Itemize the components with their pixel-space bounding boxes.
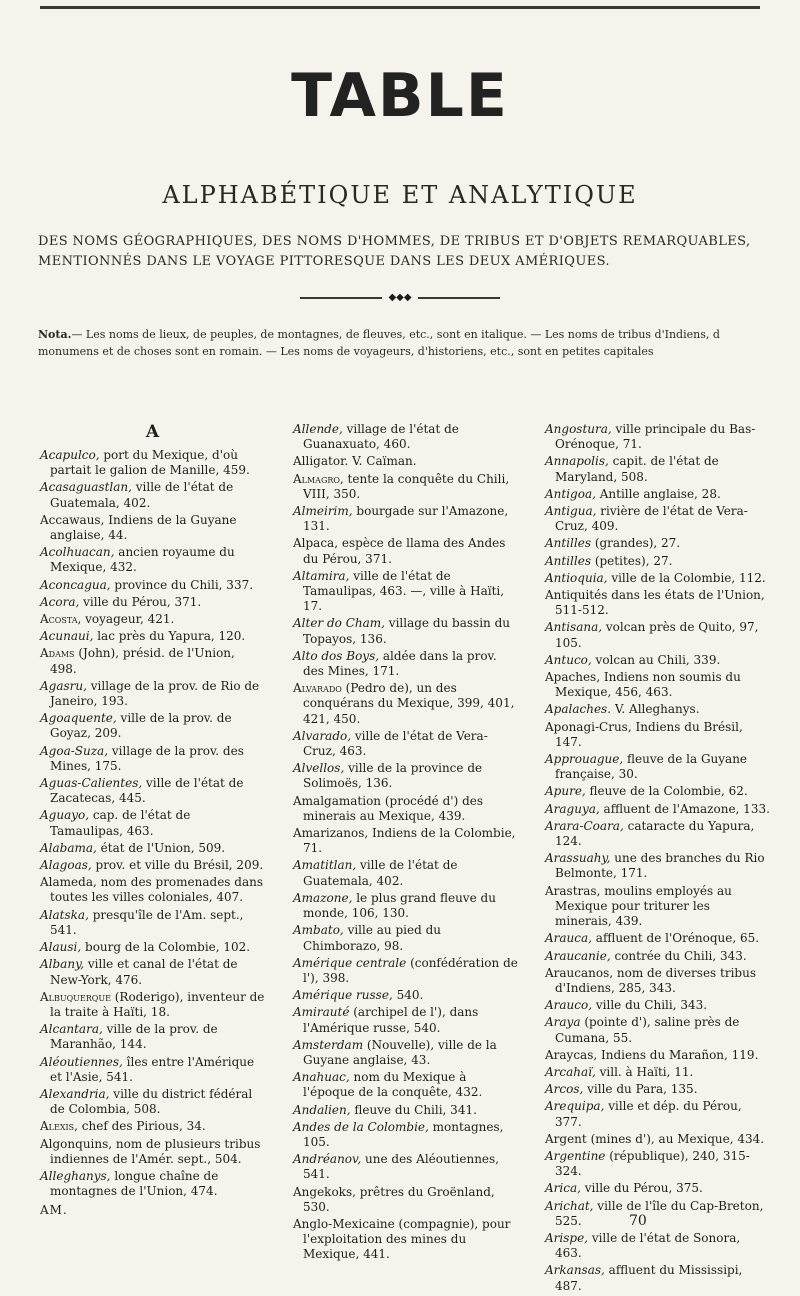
entry-headword: Alexandria, xyxy=(40,1086,110,1101)
entry-text: le plus grand fleuve du monde, 106, 130. xyxy=(303,890,496,921)
entry-text: ville de l'état de Guatemala, 402. xyxy=(50,480,234,510)
index-entry xyxy=(293,472,518,502)
nota-text: — Les noms de lieux, de peuples, de montagnes, de fleuves, etc., sont en italique. — Les noms de tribus d'Indiens, d monumens et de choses sont en romain. — Les noms de voyageurs, d'historiens, etc., sont en petites capitales xyxy=(38,328,720,358)
entry-text: ville de l'île du Cap-Breton, 525. xyxy=(555,1198,764,1228)
index-entry xyxy=(545,1263,770,1293)
entry-headword: Aponagi-Crus, xyxy=(545,719,632,734)
entry-headword: Araucanos, xyxy=(545,965,614,980)
index-entry xyxy=(545,884,770,930)
index-entry xyxy=(40,646,265,676)
ornament-bar-left xyxy=(300,297,382,299)
entry-headword: Acora, xyxy=(40,594,80,609)
index-entry xyxy=(545,653,770,668)
entry-headword: Almeirim, xyxy=(293,504,353,519)
entry-text: nom des promenades dans toutes les villes coloniales, 407. xyxy=(50,875,263,905)
entry-headword: Apalaches. xyxy=(545,702,612,717)
top-rule xyxy=(40,6,760,9)
index-entry xyxy=(545,1099,770,1129)
entry-headword: Ambato, xyxy=(293,923,344,938)
entry-headword: Alausi, xyxy=(40,940,82,955)
index-entry xyxy=(293,923,518,953)
index-entry xyxy=(545,454,770,484)
index-entry xyxy=(545,966,770,996)
entry-headword: Arequipa, xyxy=(545,1099,605,1114)
entry-headword: Arauca, xyxy=(545,931,592,946)
entry-text: ville de l'état de Vera-Cruz, 463. xyxy=(303,728,488,759)
entry-headword: Alcantara, xyxy=(40,1022,103,1037)
entry-text: ville du district fédéral de Colombia, 508. xyxy=(50,1086,253,1117)
entry-headword: Anahuac, xyxy=(293,1070,350,1085)
page-number: 70 xyxy=(629,1213,647,1229)
entry-headword: Acapulco, xyxy=(40,448,100,462)
index-entry xyxy=(545,931,770,946)
index-entry xyxy=(40,808,265,838)
entry-headword: Alameda, xyxy=(40,875,97,890)
entry-list xyxy=(40,448,265,1199)
entry-text: ville et canal de l'état de New-York, 476. xyxy=(50,957,238,987)
entry-text: contrée du Chili, 343. xyxy=(610,948,747,963)
index-entry xyxy=(40,908,265,938)
index-entry xyxy=(40,545,265,575)
entry-headword: Arica, xyxy=(545,1181,581,1196)
entry-headword: Allende, xyxy=(293,422,343,436)
entry-headword: Aléoutiennes, xyxy=(40,1054,123,1069)
index-entry xyxy=(293,826,518,856)
entry-headword: Alabama, xyxy=(40,840,97,855)
index-entry xyxy=(293,794,518,824)
entry-text: fleuve de la Colombie, 62. xyxy=(585,784,748,799)
entry-text: ville de l'état de Guatemala, 402. xyxy=(303,858,458,888)
entry-text: ville du Pérou, 375. xyxy=(580,1181,703,1196)
entry-text: ville au pied du Chimborazo, 98. xyxy=(303,923,441,953)
entry-text: ancien royaume du Mexique, 432. xyxy=(50,545,235,575)
entry-headword: Amérique centrale xyxy=(293,955,407,970)
entry-text: aldée dans la prov. des Mines, 171. xyxy=(303,648,497,679)
entry-headword: Amsterdam xyxy=(293,1037,364,1052)
index-entry xyxy=(40,679,265,709)
entry-text: prêtres du Groënland, 530. xyxy=(303,1184,495,1214)
index-entry xyxy=(40,612,265,627)
entry-text: îles entre l'Amérique et l'Asie, 541. xyxy=(50,1054,255,1084)
entry-headword: Andalien, xyxy=(293,1102,351,1117)
entry-text: V. Alleghanys. xyxy=(611,702,700,717)
index-entry xyxy=(293,891,518,921)
entry-headword: Amalgamation xyxy=(293,793,382,808)
entry-headword: Albuquerque xyxy=(40,989,111,1004)
entry-headword: Amirauté xyxy=(293,1005,350,1020)
index-entry xyxy=(40,1119,265,1134)
entry-headword: Argent xyxy=(545,1131,587,1146)
entry-headword: Arcos, xyxy=(545,1082,584,1097)
entry-text: ville du Para, 135. xyxy=(583,1082,698,1097)
entry-text: affluent de l'Amazone, 133. xyxy=(599,801,770,816)
entry-list xyxy=(545,422,770,1294)
entry-headword: Andréanov, xyxy=(293,1152,362,1167)
entry-text: état de l'Union, 509. xyxy=(96,840,226,855)
entry-headword: Antuco, xyxy=(545,652,592,667)
index-entry xyxy=(545,702,770,717)
entry-text: village de la prov. des Mines, 175. xyxy=(50,743,244,773)
entry-text: village de la prov. de Rio de Janeiro, 193. xyxy=(50,678,260,709)
entry-text: ville du Chili, 343. xyxy=(592,998,708,1013)
entry-headword: Anglo-Mexicaine xyxy=(293,1216,395,1231)
index-entry xyxy=(293,649,518,679)
entry-headword: Arichat, xyxy=(545,1198,594,1213)
index-entry xyxy=(293,1185,518,1215)
index-entry xyxy=(40,448,265,478)
index-entry xyxy=(545,784,770,799)
index-entry xyxy=(545,571,770,586)
entry-headword: Antigoa, xyxy=(545,486,596,501)
entry-text: port du Mexique, d'où partait le galion de Manille, 459. xyxy=(50,448,250,478)
entry-headword: Alvarado xyxy=(293,681,342,696)
index-entry xyxy=(40,513,265,543)
entry-headword: Alligator. xyxy=(293,454,349,469)
index-entry xyxy=(40,1055,265,1085)
entry-headword: Aguas-Calientes, xyxy=(40,776,143,791)
entry-headword: Arara-Coara, xyxy=(545,818,624,833)
index-entry xyxy=(293,1038,518,1068)
index-entry xyxy=(40,776,265,806)
entry-headword: Araycas, xyxy=(545,1047,598,1062)
index-entry xyxy=(293,616,518,646)
section-letter: A xyxy=(145,422,160,442)
index-entry xyxy=(545,536,770,551)
index-entry xyxy=(545,819,770,849)
entry-text: ville et dép. du Pérou, 377. xyxy=(555,1099,742,1129)
page-title: TABLE xyxy=(291,61,509,131)
index-entry xyxy=(293,504,518,534)
index-entry xyxy=(293,1217,518,1263)
ornament-center: ◆◆◆ xyxy=(388,292,412,303)
nota-label: Nota. xyxy=(38,328,72,341)
index-entry xyxy=(293,956,518,986)
entry-text: une des branches du Rio Belmonte, 171. xyxy=(555,851,765,881)
index-entry xyxy=(293,729,518,759)
entry-text: ville de la prov. de Goyaz, 209. xyxy=(50,711,232,741)
index-entry xyxy=(545,554,770,569)
entry-text: (Roderigo), inventeur de la traite à Haïti, 18. xyxy=(50,989,265,1019)
index-entry xyxy=(293,536,518,566)
entry-text: dans les états de l'Union, 511-512. xyxy=(555,588,765,618)
index-entry xyxy=(293,422,518,452)
index-entry xyxy=(293,1070,518,1100)
entry-text: ville de la province de Solimoës, 136. xyxy=(303,761,483,791)
entry-text: fleuve du Chili, 341. xyxy=(350,1102,477,1117)
entry-headword: Argentine xyxy=(545,1148,606,1163)
entry-headword: Agoaquente, xyxy=(40,711,117,726)
entry-headword: Andes de la Colombie, xyxy=(293,1119,429,1134)
entry-headword: Arauco, xyxy=(545,998,593,1013)
entry-text: fleuve de la Guyane française, 30. xyxy=(555,752,748,782)
entry-text: moulins employés au Mexique pour triturer les minerais, 439. xyxy=(555,883,732,929)
entry-text: nom de plusieurs tribus indiennes de l'Amér. sept., 504. xyxy=(50,1136,261,1166)
entry-headword: Alexis, xyxy=(40,1119,78,1134)
index-entry xyxy=(545,1015,770,1045)
entry-headword: Agasru, xyxy=(40,678,87,693)
entry-text: 540. xyxy=(392,988,424,1003)
entry-text: tente la conquête du Chili, VIII, 350. xyxy=(303,471,510,501)
entry-headword: Amarizanos, xyxy=(293,826,369,841)
index-entry xyxy=(293,1103,518,1118)
entry-text: ville de la Colombie, 112. xyxy=(607,570,766,585)
index-entry xyxy=(545,670,770,700)
index-entry xyxy=(545,752,770,782)
entry-headword: Arassuahy, xyxy=(545,851,611,866)
entry-headword: Antisana, xyxy=(545,620,603,635)
entry-text: (pointe d'), saline près de Cumana, 55. xyxy=(555,1015,740,1045)
entry-headword: Araguya, xyxy=(545,801,600,816)
entry-text: presqu'île de l'Am. sept., 541. xyxy=(50,907,244,937)
index-entry xyxy=(293,858,518,888)
index-column-1 xyxy=(40,422,265,1219)
entry-text: rivière de l'état de Vera-Cruz, 409. xyxy=(555,504,748,534)
entry-headword: Annapolis, xyxy=(545,454,609,469)
entry-text: Indiens du Marañon, 119. xyxy=(597,1047,759,1062)
entry-headword: Antioquia, xyxy=(545,570,608,585)
entry-text: ville du Pérou, 371. xyxy=(79,594,202,609)
entry-headword: Alvarado, xyxy=(293,728,352,743)
index-entry xyxy=(40,875,265,905)
index-entry xyxy=(40,1137,265,1167)
entry-headword: Altamira, xyxy=(293,568,350,583)
entry-text: volcan au Chili, 339. xyxy=(591,652,721,667)
entry-headword: Algonquins, xyxy=(40,1136,113,1151)
nota-note xyxy=(38,326,762,360)
entry-text: ville de l'état de Zacatecas, 445. xyxy=(50,776,244,806)
entry-headword: Antigua, xyxy=(545,504,597,519)
entry-headword: Araucanie, xyxy=(545,948,611,963)
entry-text: village de l'état de Guanaxuato, 460. xyxy=(303,422,459,452)
index-entry xyxy=(40,1087,265,1117)
entry-text: ville de l'état de Sonora, 463. xyxy=(555,1230,741,1261)
index-entry xyxy=(545,1149,770,1179)
entry-headword: Apure, xyxy=(545,784,586,799)
entry-headword: Acolhuacan, xyxy=(40,545,115,560)
index-entry xyxy=(40,744,265,774)
index-entry xyxy=(40,841,265,856)
entry-headword: Antiquités xyxy=(545,588,608,603)
index-entry xyxy=(545,1231,770,1261)
index-entry xyxy=(40,957,265,987)
entry-headword: Antilles xyxy=(545,553,591,568)
index-entry xyxy=(545,720,770,750)
index-entry xyxy=(40,1022,265,1052)
entry-headword: Alvellos, xyxy=(293,761,345,776)
index-entry xyxy=(293,681,518,727)
index-column-3 xyxy=(545,422,770,1296)
entry-text: bourg de la Colombie, 102. xyxy=(81,940,251,955)
index-entry xyxy=(545,851,770,881)
index-entry xyxy=(545,422,770,452)
entry-headword: Arispe, xyxy=(545,1230,588,1245)
entry-text: (grandes), 27. xyxy=(591,536,681,551)
page-subtitle: ALPHABÉTIQUE ET ANALYTIQUE xyxy=(162,181,638,209)
entry-headword: Alter do Cham, xyxy=(293,616,385,631)
index-entry xyxy=(40,940,265,955)
entry-text: (John), présid. de l'Union, 498. xyxy=(50,646,235,676)
index-entry xyxy=(545,487,770,502)
entry-text: Indiens de la Guyane anglaise, 44. xyxy=(50,512,237,543)
entry-text: village du bassin du Topayos, 136. xyxy=(303,616,510,646)
index-entry xyxy=(545,504,770,534)
ornament-bar-right xyxy=(418,297,500,299)
index-entry xyxy=(545,949,770,964)
entry-text: Indiens du Brésil, 147. xyxy=(555,719,743,749)
entry-text: (Nouvelle), ville de la Guyane anglaise, 43. xyxy=(303,1037,497,1067)
entry-text: (petites), 27. xyxy=(591,553,673,568)
index-entry xyxy=(545,1181,770,1196)
entry-text: (compagnie), pour l'exploitation des mines du Mexique, 441. xyxy=(303,1216,511,1262)
index-entry xyxy=(293,1005,518,1035)
entry-headword: Apaches, xyxy=(545,670,601,685)
entry-headword: Arastras, xyxy=(545,883,601,898)
index-entry xyxy=(40,711,265,741)
entry-text: (république), 240, 315-324. xyxy=(555,1148,750,1179)
index-entry xyxy=(40,629,265,644)
index-entry xyxy=(293,1120,518,1150)
entry-text: capit. de l'état de Maryland, 508. xyxy=(555,454,719,484)
entry-headword: Aconcagua, xyxy=(40,577,111,592)
index-entry xyxy=(293,1152,518,1182)
index-entry xyxy=(40,595,265,610)
entry-text: (procédé d') des minerais au Mexique, 439. xyxy=(303,793,484,823)
entry-text: nom de diverses tribus d'Indiens, 285, 343. xyxy=(555,965,756,995)
entry-list xyxy=(293,422,518,1263)
index-entry xyxy=(293,761,518,791)
index-entry xyxy=(545,998,770,1013)
index-entry xyxy=(545,1048,770,1063)
entry-headword: Agoa-Suza, xyxy=(40,743,109,758)
entry-headword: Acunaui, xyxy=(40,629,94,644)
entry-headword: Acosta, xyxy=(40,612,82,627)
entry-text: (confédération de l'), 398. xyxy=(303,955,518,985)
entry-text: voyageur, 421. xyxy=(81,612,175,627)
entry-text: ville de la prov. de Maranhão, 144. xyxy=(50,1022,218,1052)
entry-text: (mines d'), au Mexique, 434. xyxy=(586,1131,765,1146)
index-entry xyxy=(545,802,770,817)
index-entry xyxy=(545,1082,770,1097)
entry-headword: Alleghanys, xyxy=(40,1168,111,1183)
entry-text: nom du Mexique à l'époque de la conquête, 432. xyxy=(303,1070,483,1100)
title-description: DES NOMS GÉOGRAPHIQUES, DES NOMS D'HOMMES, DE TRIBUS ET D'OBJETS REMARQUABLES, MENTIONNÉS DANS LE VOYAGE PITTORESQUE DANS LES DEUX AMÉRIQUES. xyxy=(38,234,751,269)
entry-headword: Acasaguastlan, xyxy=(40,480,132,495)
entry-headword: Amazone, xyxy=(293,890,353,905)
entry-headword: Accawaus, xyxy=(40,512,105,527)
index-entry xyxy=(40,1169,265,1199)
entry-text: Antille anglaise, 28. xyxy=(595,486,721,501)
entry-headword: Almagro, xyxy=(293,471,344,486)
catchword: AM. xyxy=(40,1203,68,1218)
entry-text: lac près du Yapura, 120. xyxy=(93,629,246,644)
entry-headword: Alagoas, xyxy=(40,858,92,873)
entry-text: (Pedro de), un des conquérans du Mexique, 399, 401, 421, 450. xyxy=(303,681,515,726)
entry-text: volcan près de Quito, 97, 105. xyxy=(555,620,759,650)
entry-headword: Arcahaï, xyxy=(545,1064,596,1079)
entry-text: affluent du Mississipi, 487. xyxy=(555,1263,743,1293)
entry-text: Indiens de la Colombie, 71. xyxy=(303,826,516,856)
entry-text: prov. et ville du Brésil, 209. xyxy=(91,858,264,873)
entry-text: vill. à Haïti, 11. xyxy=(595,1064,694,1079)
entry-headword: Alto dos Boys, xyxy=(293,648,380,663)
entry-headword: Albany, xyxy=(40,957,85,972)
index-entry xyxy=(293,569,518,615)
index-entry xyxy=(40,480,265,510)
index-entry xyxy=(545,588,770,618)
entry-text: ville principale du Bas-Orénoque, 71. xyxy=(555,422,756,452)
index-entry xyxy=(545,1065,770,1080)
entry-text: V. Caïman. xyxy=(348,454,417,469)
index-entry xyxy=(293,454,518,469)
entry-text: cataracte du Yapura, 124. xyxy=(555,818,755,849)
entry-headword: Amérique russe, xyxy=(293,988,393,1003)
index-entry xyxy=(40,858,265,873)
entry-text: affluent de l'Orénoque, 65. xyxy=(591,931,760,946)
index-entry xyxy=(40,990,265,1020)
entry-text: chef des Pirious, 34. xyxy=(77,1119,206,1134)
index-column-2 xyxy=(293,422,518,1265)
entry-headword: Alpaca, xyxy=(293,536,339,551)
entry-text: ville de l'état de Tamaulipas, 463. —, ville à Haïti, 17. xyxy=(303,568,505,614)
entry-headword: Adams xyxy=(40,646,75,661)
entry-text: bourgade sur l'Amazone, 131. xyxy=(303,504,509,534)
entry-headword: Antilles xyxy=(545,536,591,551)
entry-text: une des Aléoutiennes, 541. xyxy=(303,1152,499,1182)
index-entry xyxy=(293,988,518,1003)
ornament-divider xyxy=(300,292,500,304)
entry-headword: Amatitlan, xyxy=(293,858,357,873)
entry-headword: Angostura, xyxy=(545,422,612,436)
entry-text: cap. de l'état de Tamaulipas, 463. xyxy=(50,808,191,838)
index-entry xyxy=(545,1132,770,1147)
entry-text: montagnes, 105. xyxy=(303,1119,504,1149)
entry-headword: Araya xyxy=(545,1015,581,1030)
entry-text: espèce de llama des Andes du Pérou, 371. xyxy=(303,536,506,566)
index-entry xyxy=(545,620,770,650)
entry-headword: Approuague, xyxy=(545,752,624,767)
entry-headword: Arkansas, xyxy=(545,1263,605,1278)
entry-text: Indiens non soumis du Mexique, 456, 463. xyxy=(555,670,741,700)
entry-headword: Alatska, xyxy=(40,907,89,922)
entry-text: province du Chili, 337. xyxy=(110,577,254,592)
index-entry xyxy=(545,1199,770,1229)
index-entry xyxy=(40,578,265,593)
entry-text: (archipel de l'), dans l'Amérique russe, 540. xyxy=(303,1005,479,1035)
entry-headword: Angekoks, xyxy=(293,1184,356,1199)
entry-headword: Aguayo, xyxy=(40,808,90,823)
entry-text: longue chaîne de montagnes de l'Union, 474. xyxy=(50,1168,219,1199)
